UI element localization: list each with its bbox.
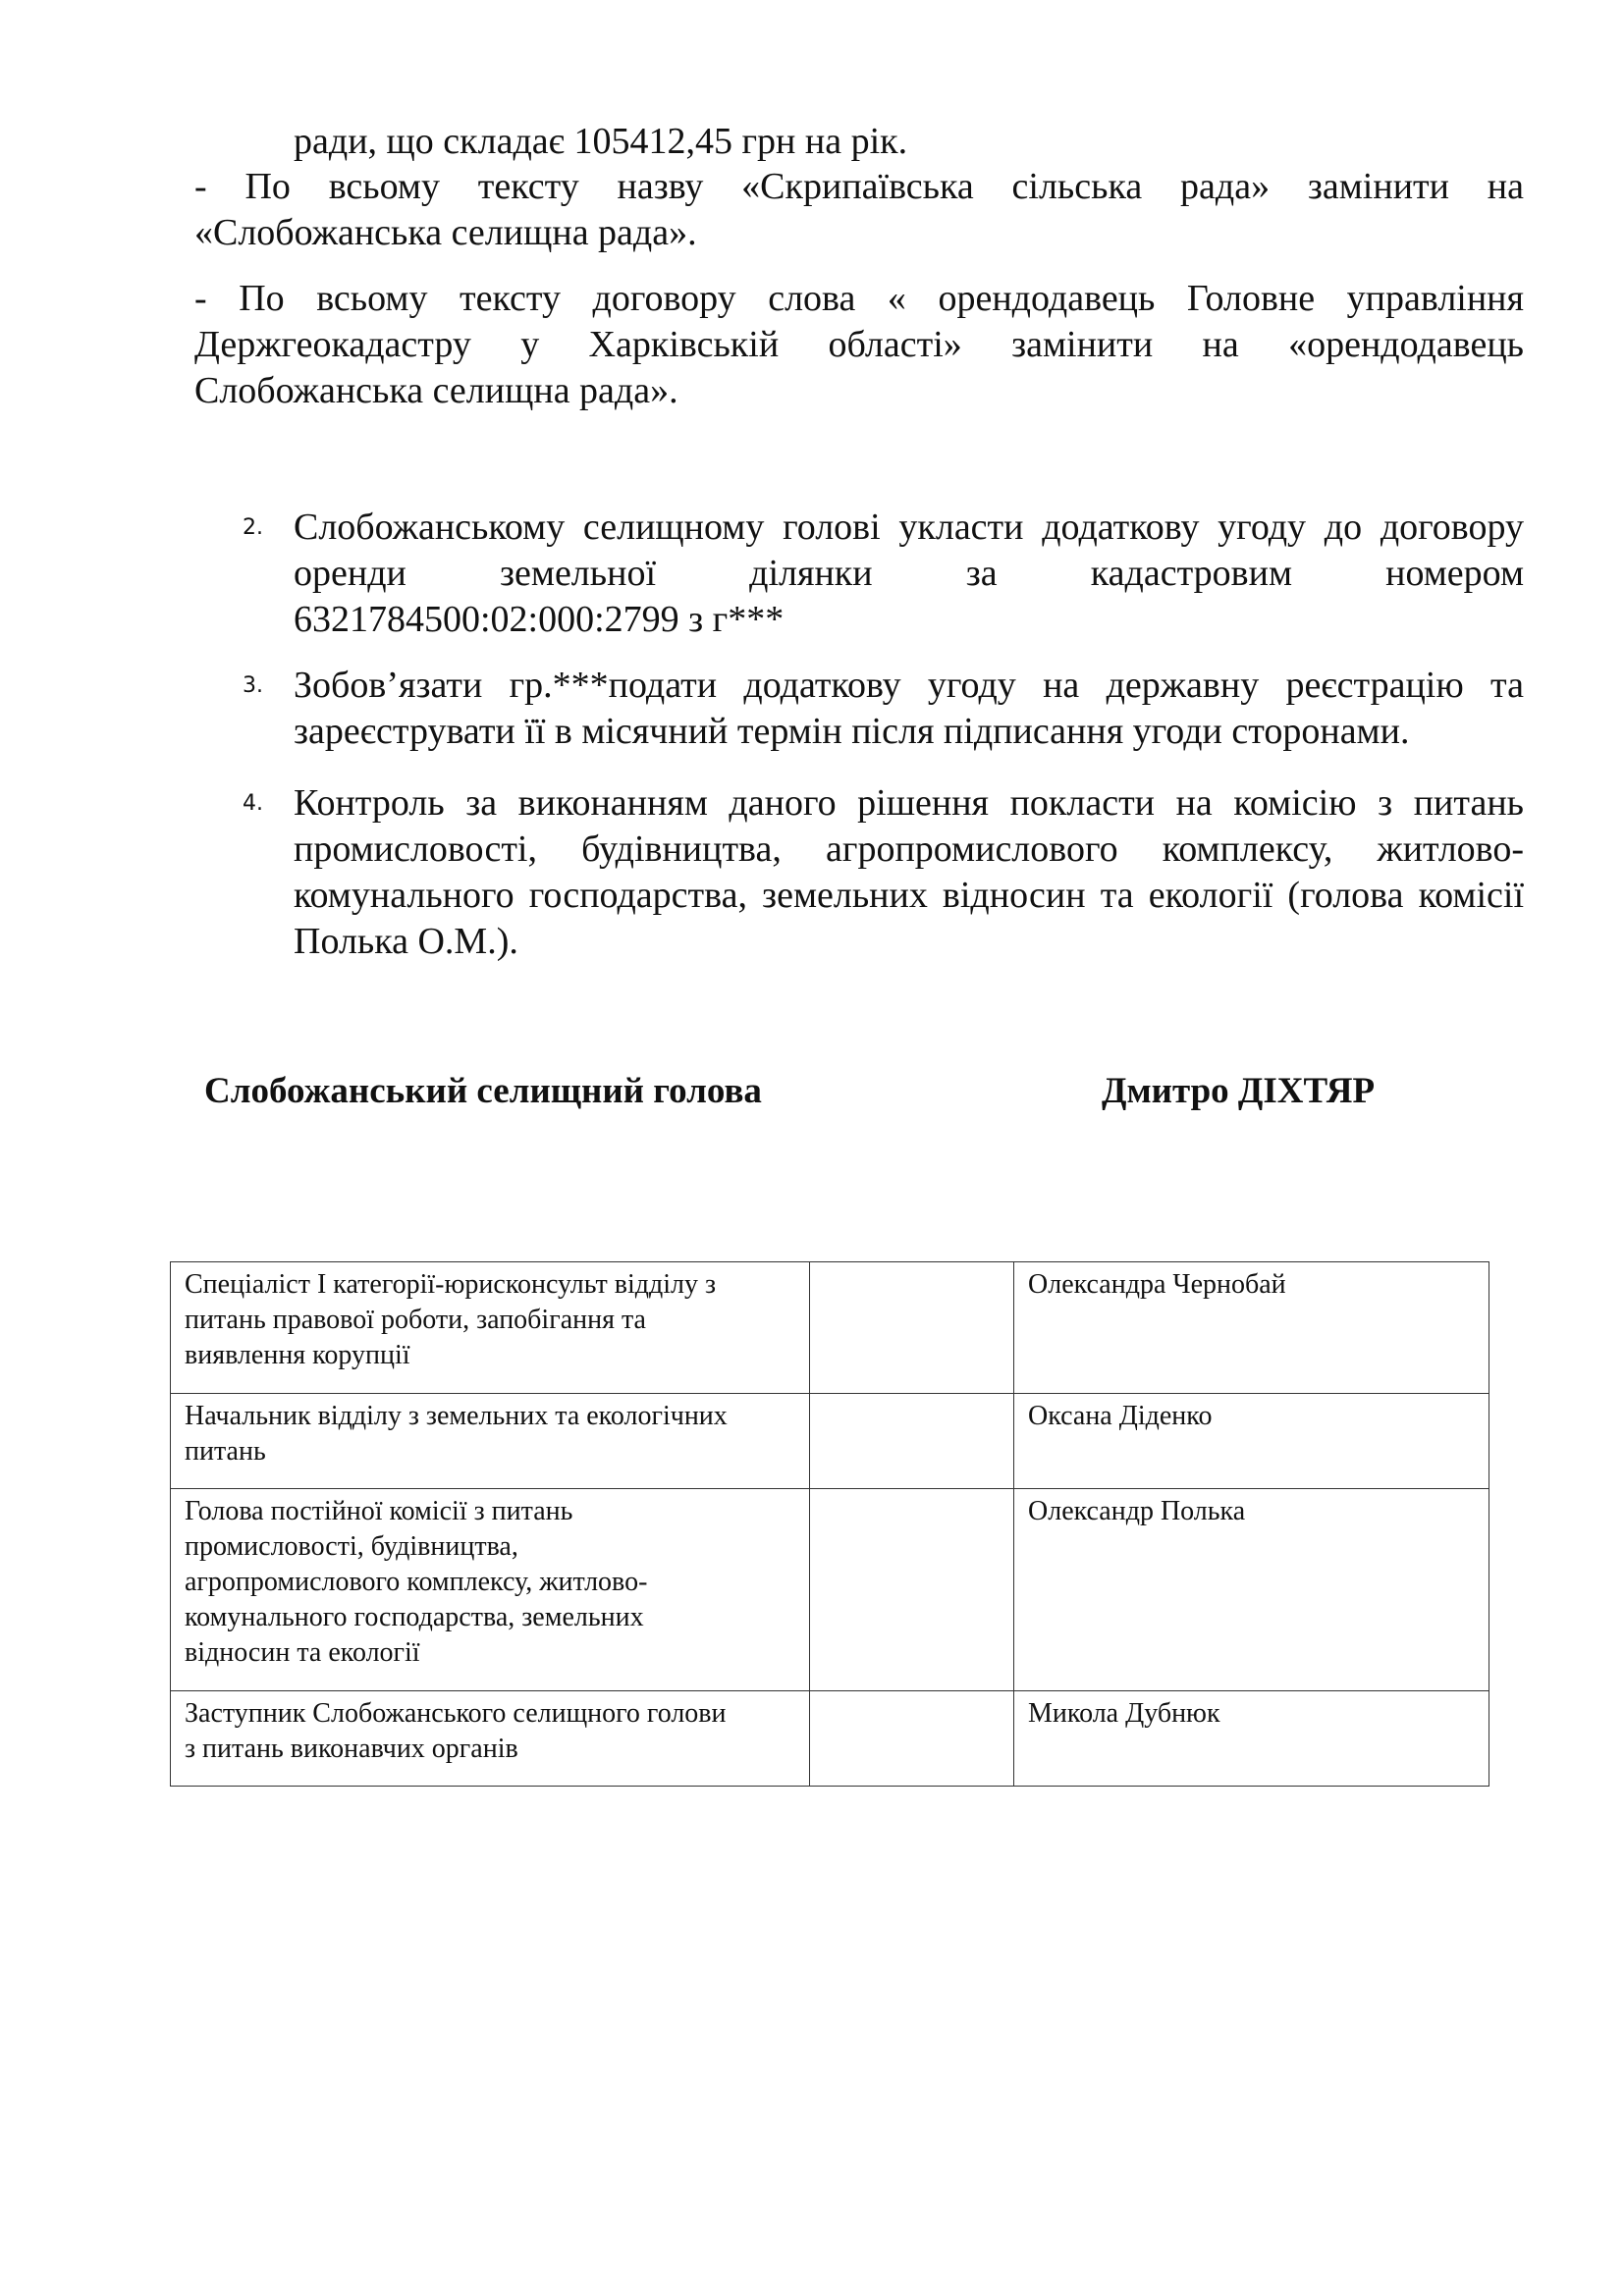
list-item-3-line-1: Зобов’язати гр.***подати додаткову угоду на державну реєстрацію та <box>294 665 1524 706</box>
approval-name: Оксана Діденко <box>1014 1394 1489 1489</box>
list-item-2-line-3: 6321784500:02:000:2799 з г*** <box>294 599 785 640</box>
list-number-3: 3. <box>243 673 263 698</box>
approval-role-line: Спеціаліст І категорії-юрисконсульт відділу з <box>185 1269 717 1300</box>
approval-role-line: Заступник Слобожанського селищного голови <box>185 1698 727 1729</box>
amendment-1-line-1: - По всьому тексту назву «Скрипаївська сільська рада» замінити на <box>194 166 1524 207</box>
list-item-4-line-3: комунального господарства, земельних відносин та екології (голова комісії <box>294 875 1524 916</box>
list-item-4-line-1: Контроль за виконанням даного рішення покласти на комісію з питань <box>294 782 1524 824</box>
list-item-2-line-2: оренди земельної ділянки за кадастровим номером <box>294 553 1524 594</box>
amendment-2-line-3: Слобожанська селищна рада». <box>194 370 678 411</box>
list-item-4-line-2: промисловості, будівництва, агропромислового комплексу, житлово- <box>294 828 1524 870</box>
approval-role <box>171 1262 810 1394</box>
approval-role-line: комунального господарства, земельних <box>185 1602 644 1632</box>
approval-role-line: промисловості, будівництва, <box>185 1531 518 1562</box>
approval-signature-cell <box>810 1489 1014 1691</box>
approval-role-line: Начальник відділу з земельних та екологічних <box>185 1401 728 1431</box>
amendment-2-line-1: - По всьому тексту договору слова « орендодавець Головне управління <box>194 278 1524 319</box>
signature-position: Слобожанський селищний голова <box>204 1071 762 1111</box>
list-item-2-line-1: Слобожанському селищному голові укласти додаткову угоду до договору <box>294 507 1524 548</box>
amendment-2-line-2: Держгеокадастру у Харківській області» замінити на «орендодавець <box>194 324 1524 365</box>
table-row <box>171 1489 1489 1691</box>
approval-signature-cell <box>810 1691 1014 1787</box>
list-number-2: 2. <box>243 515 263 540</box>
approval-role <box>171 1691 810 1787</box>
table-row <box>171 1691 1489 1787</box>
approval-role-line: питань правової роботи, запобігання та <box>185 1305 646 1335</box>
approval-name: Олександр Полька <box>1014 1489 1489 1691</box>
approval-role-line: Голова постійної комісії з питань <box>185 1496 573 1526</box>
approvals-table <box>170 1261 1489 1787</box>
paragraph-continuation: ради, що складає 105412,45 грн на рік. <box>294 121 908 162</box>
approval-role-line: відносин та екології <box>185 1637 420 1668</box>
signature-name: Дмитро ДІХТЯР <box>1102 1071 1376 1111</box>
approval-role-line: з питань виконавчих органів <box>185 1734 518 1764</box>
amendment-1-line-2: «Слобожанська селищна рада». <box>194 212 697 253</box>
approval-role-line: агропромислового комплексу, житлово- <box>185 1567 648 1597</box>
approval-role <box>171 1394 810 1489</box>
list-item-4-line-4: Полька О.М.). <box>294 921 518 962</box>
approval-role-line: питань <box>185 1436 266 1467</box>
approval-role-line: виявлення корупції <box>185 1340 410 1370</box>
approval-signature-cell <box>810 1262 1014 1394</box>
table-row <box>171 1394 1489 1489</box>
table-row <box>171 1262 1489 1394</box>
list-item-3-line-2: зареєструвати її в місячний термін після підписання угоди сторонами. <box>294 711 1410 752</box>
list-number-4: 4. <box>243 791 263 816</box>
approval-signature-cell <box>810 1394 1014 1489</box>
approval-role <box>171 1489 810 1691</box>
approval-name: Микола Дубнюк <box>1014 1691 1489 1787</box>
approval-name: Олександра Чернобай <box>1014 1262 1489 1394</box>
